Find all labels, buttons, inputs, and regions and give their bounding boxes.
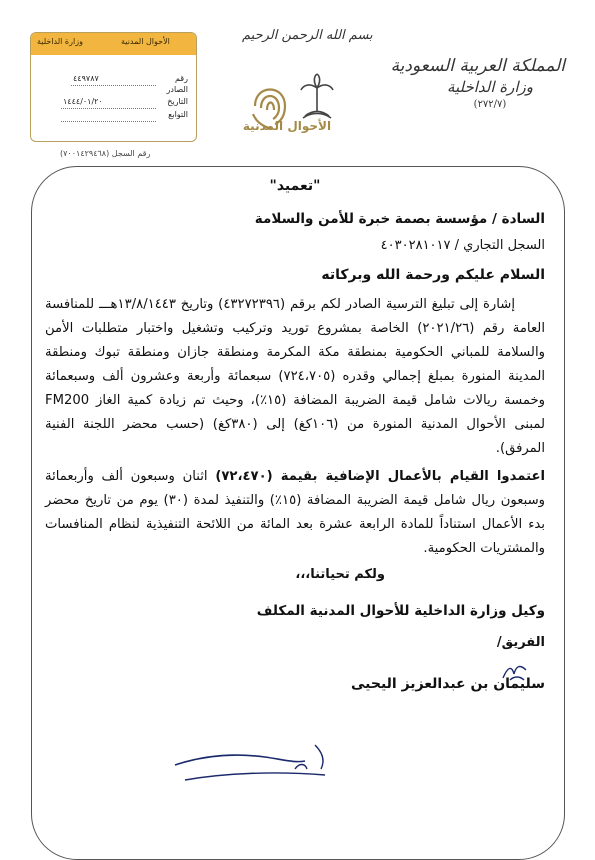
ministry-code: (٢٧٢/٧) <box>473 99 507 110</box>
paragraph-2-lead: اعتمدوا القيام بالأعمال الإضافية بقيمة (٧٢،٤٧٠) <box>215 469 545 484</box>
stamp-attachments-line <box>61 121 156 122</box>
stamp-strip-right: الأحوال المدنية <box>121 37 170 46</box>
stamp-date-label: التاريخ <box>167 97 188 106</box>
agent-title: وكيل وزارة الداخلية للأحوال المدنية المكلف <box>256 603 545 619</box>
stamp-date-line <box>61 108 156 109</box>
letter-body <box>45 176 545 692</box>
stamp-number-value: ٤٤٩٧٨٧ <box>73 74 99 83</box>
ministry-header <box>390 56 565 110</box>
handwritten-signature <box>165 725 375 805</box>
commercial-register: السجل التجاري / ٤٠٣٠٢٨١٠١٧ <box>380 238 545 253</box>
stamp-strip-left: وزارة الداخلية <box>37 37 83 46</box>
stamp-header-strip <box>31 33 196 55</box>
civil-affairs-logo <box>245 66 345 146</box>
addressee: السادة / مؤسسة بصمة خبرة للأمن والسلامة <box>254 211 545 227</box>
paragraph-1: إشارة إلى تبليغ الترسية الصادر لكم برقم (٤٣٢٧٢٣٩٦) وتاريخ ١٣/٨/١٤٤٣هـــ للمنافسة العامة رقم (٢٠٢١/٢٦) الخاصة بمشروع توريد وتركيب وتشغيل واختبار متطلبات الأمن والسلامة للمباني الحكومية بمنطقة مكة المكرمة ومنطقة جازان ومنطقة تبوك ومنطقة المدينة المنورة بمبلغ إجمالي وقدره (٧٢٤،٧٠٥) سبعمائة وأربعة وعشرون ألف وسبعمائة وخمسة ريالات شامل قيمة الضريبة المضافة (١٥٪)، وحيث تم زيادة كمية الغاز FM200 لمبنى الأحوال المدنية المنورة من (١٠٦كغ) إلى (٣٨٠كغ) (حسب محضر اللجنة الفنية المرفق). <box>45 297 545 456</box>
closing: ولكم تحياتنا،،، <box>295 567 385 582</box>
letter-title: "تعميد" <box>269 178 321 194</box>
basmala: بسم الله الرحمن الرحيم <box>242 28 373 43</box>
palm-swords-emblem-icon <box>301 74 333 118</box>
civil-affairs-name: الأحوال المدنية <box>242 119 332 133</box>
paragraph-2 <box>45 465 545 561</box>
paragraph-2-rest: اثنان وسبعون ألف وأربعمائة وسبعون ريال شامل قيمة الضريبة المضافة (١٥٪) والتنفيذ لمدة (٣٠) يوم من تاريخ محضر بدء الأعمال استناداً للمادة الرابعة عشرة بعد المائة من اللائحة التنفيذية لنظام المنافسات والمشتريات الحكومية. <box>45 469 545 556</box>
reference-stamp <box>30 32 197 142</box>
stamp-issued-label: الصادر <box>166 85 188 94</box>
margin-mark <box>500 660 530 684</box>
greeting: السلام عليكم ورحمة الله وبركاته <box>321 267 545 283</box>
stamp-number-line <box>71 85 156 86</box>
registry-number: رقم السجل (٧٠٠١٤٢٩٤٦٨) <box>60 149 151 158</box>
ministry-name: وزارة الداخلية <box>446 78 534 96</box>
stamp-date-value: ١٤٤٤/٠١/٢٠ <box>63 97 103 106</box>
signer-name: سليمان بن عبدالعزيز اليحيى <box>350 676 545 692</box>
stamp-number-label: رقم <box>174 74 188 83</box>
stamp-attachments-label: التوابع <box>168 110 188 119</box>
kingdom-name: المملكة العربية السعودية <box>390 56 565 76</box>
rank: الفريق/ <box>496 635 545 650</box>
